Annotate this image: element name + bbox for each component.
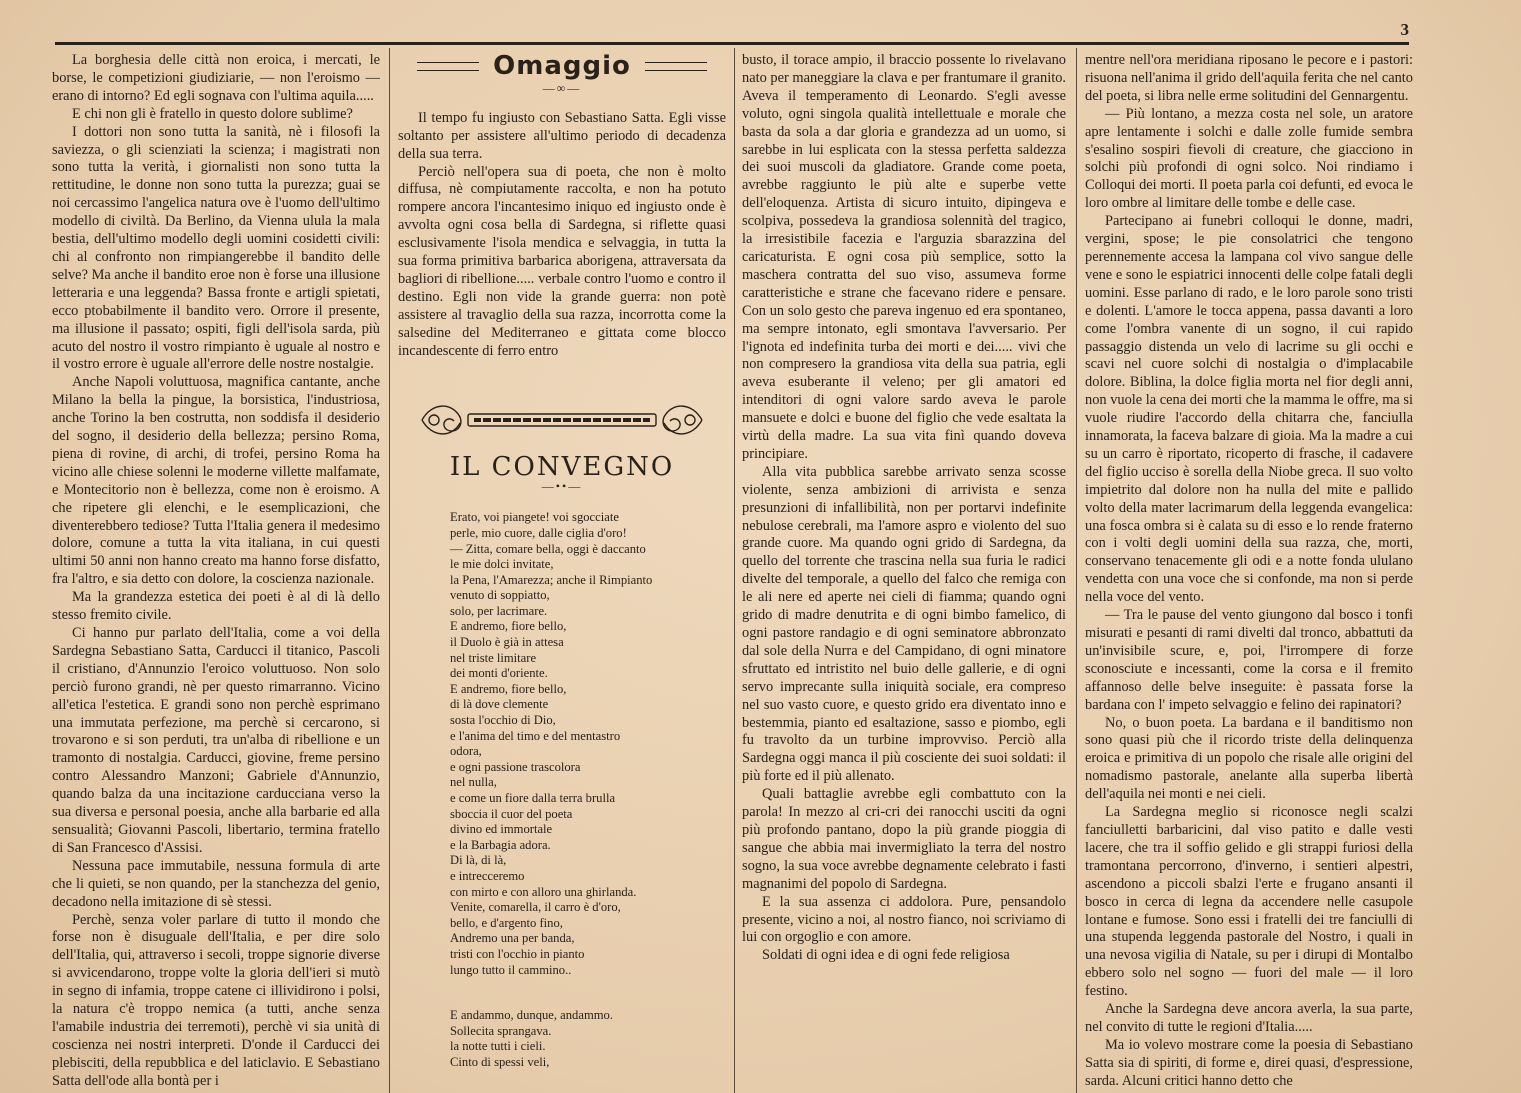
paragraph: Nessuna pace immutabile, nessuna formula di arte che li quieti, se non quando, per la stanchezza del genio, decadono nella imitazione di sè stessi. bbox=[52, 857, 380, 910]
paragraph: — Tra le pause del vento giungono dal bosco i tonfi misurati e pesanti di rami divelti dal tronco, abbattuti da un'invisibile scure, e, poi, l'irrompere di forze sconosciute e incessanti, come la corsa e il fremito affannoso delle belve inseguite: è passata forse la bardana con l' impeto selvaggio e felino dei rapinatori? bbox=[1085, 607, 1413, 713]
poem-line: e come un fiore dalla terra brulla bbox=[450, 791, 616, 805]
poem-line: e ogni passione trascolora bbox=[450, 759, 581, 774]
poem-line: di là dove clemente bbox=[450, 697, 549, 712]
poem-line: lungo tutto il cammino.. bbox=[450, 962, 572, 977]
paragraph: Soldati di ogni idea e di ogni fede religiosa bbox=[762, 947, 1010, 964]
poem-line: Di là, di là, bbox=[450, 853, 507, 868]
poem-line: Venite, comarella, il carro è d'oro, bbox=[450, 900, 621, 915]
poem-line: la notte tutti i cieli. bbox=[450, 1039, 546, 1054]
poem-line: bello, e d'argento fino, bbox=[450, 915, 563, 930]
ornament: —••— bbox=[541, 479, 583, 494]
poem-line: e intrecceremo bbox=[450, 868, 525, 883]
poem-line: Erato, voi piangete! voi sgocciate bbox=[450, 510, 619, 525]
column-divider bbox=[389, 48, 390, 1093]
section-title-omaggio bbox=[398, 52, 726, 81]
poem-line: dei monti d'oriente. bbox=[450, 666, 548, 681]
poem-line: perle, mio cuore, dalle ciglia d'oro! bbox=[450, 525, 627, 540]
paragraph: Anche Napoli voluttuosa, magnifica cantante, anche Milano la bella la pingue, la borsistica, l'industriosa, anche Torino la ben costrutta, non soddisfa il desiderio del sogno, il desiderio della bellezza; persino Roma, piena di rovine, di archi, di trofei, persino Roma ha vicino alle chiese solenni le moderne villette malfamate, e Montecitorio non è bellezza, come non è eroismo. A che ripetere gli elenchi, e le esemplicazioni, che diventerebbero tediose? Tutta l'Italia genera il medesimo dolore, comune a tutta la vita italiana, in cui questi ultimi 50 anni non hanno creato ma hanno forse disfatto, fra l'altro, e sia detto con dolore, la coscienza nazionale. bbox=[52, 374, 380, 588]
stanza-gap bbox=[450, 978, 726, 1008]
poem-line: le mie dolci invitate, bbox=[450, 557, 554, 572]
poem-line: e l'anima del timo e del mentastro bbox=[450, 728, 621, 743]
poem-line: E andremo, fiore bello, bbox=[450, 619, 567, 634]
poem-line: Andremo una per banda, bbox=[450, 931, 575, 946]
paragraph: Ma io volevo mostrare come la poesia di Sebastiano Satta sia di spiriti, di forme e, direi quasi, d'espressione, sarda. Alcuni critici hanno detto che bbox=[1085, 1036, 1413, 1089]
title-rule-right bbox=[645, 62, 707, 71]
poem-line: la Pena, l'Amarezza; anche il Rimpianto bbox=[450, 572, 653, 587]
article-column-1 bbox=[52, 52, 380, 1093]
header-rule bbox=[55, 42, 1409, 45]
paragraph: Anche la Sardegna deve ancora averla, la sua parte, nel convito di tutte le regioni d'Italia..... bbox=[1085, 1001, 1413, 1035]
ornament: —∞— bbox=[542, 80, 582, 95]
paragraph: E chi non gli è fratello in questo dolore sublime? bbox=[72, 105, 353, 122]
poem-line: Sollecita sprangava. bbox=[450, 1023, 552, 1038]
paragraph: La Sardegna meglio si riconosce negli scalzi fanciulletti barbaricini, dal viso patito e dalle vesti lacere, che tra il soffio gelido e gli strappi furiosi della tramontana percorrono, d'inverno, i sentieri alpestri, ascendono a piccoli sbalzi l'erte e frugano ansanti il bosco in cerca di legna da accendere nelle casupole lontane e fumose. Sono essi i fratelli dei tre fanciulli di una stupenda leggenda pastorale del Nostro, i quali in una nevosa vigilia di Natale, su per i dirupi di Montalbo ebbero solo nel sogno — fuori del male — il loro festino. bbox=[1085, 804, 1413, 1000]
poem-line: il Duolo è già in attesa bbox=[450, 635, 564, 650]
article-column-4 bbox=[1085, 52, 1413, 1093]
poem-line: sboccia il cuor del poeta bbox=[450, 806, 573, 821]
poem-line: Cinto di spessi veli, bbox=[450, 1054, 550, 1069]
paragraph: Alla vita pubblica sarebbe arrivato senza scosse violente, senza ambizioni di arrivista e senza presunzioni di infallibilità, non per portarvi indefinite nebulose cerebrali, ma l'amore aspro e violento del suo grande cuore. Ma quando ogni grido di Sardegna, da quello del torrente che trascina nella sua furia le radici divelte del temporale, a quello del falco che remiga con le ali nere ed aperte nei cieli di fiamma; quando ogni grido di madre denutrita e di ogni bimbo famelico, di ogni pastore randagio e di ogni seminatore abbronzato dal sole della Nurra e del Campidano, di ogni minatore sfruttato ed intristito nel buio delle gallerie, e di ogni servo imprecante sulla iniquità sociale, era compreso nel suo vasto cuore, e questo grido era diventato inno e bestemmia, pianto ed esaltazione, sasso e piombo, egli fu travolto da un turbine improvviso. Perciò alla Sardegna oggi manca il più cosciente dei suoi soldati: il più forte ed il più allenato. bbox=[742, 463, 1066, 785]
poem-line: solo, per lacrimare. bbox=[450, 603, 548, 618]
poem-line: con mirto e con alloro una ghirlanda. bbox=[450, 884, 637, 899]
poem-line: divino ed immortale bbox=[450, 822, 553, 837]
poem-line: odora, bbox=[450, 744, 482, 759]
paragraph: I dottori non sono tutta la sanità, nè i filosofi la saviezza, o gli scienziati la scienza; i magistrati non sono tutta la verità, i giornalisti non sono tutta la rettitudine, le donne non sono tutta la purezza; guai se noi cercassimo l'angelica natura ove è l'uomo dell'ultimo modello di civiltà. Da Berlino, da Vienna ulula la mala bestia, dell'ultimo modello degli uomini cosidetti civili: chi al confronto non rimpiangerebbe il bandito delle selve? Ma anche il bandito eroe non è forse una illusione letteraria e una leggenda? Bassa fronte e artigli spietati, ecco ptobabilmente il bandito vero. Orrore il presente, ma illusione il passato; ospiti, figli dell'isola sarda, più acuto del nostro il vostro rimpianto è uguale al nostro e il vostro errore è uguale all'errore delle nostre nostalgie. bbox=[52, 123, 380, 373]
paragraph: Ci hanno pur parlato dell'Italia, come a voi della Sardegna Sebastiano Satta, Carducci il titanico, Pascoli il cristiano, d'Annunzio l'eroico voluttuoso. Non solo perciò furono grandi, nè per questo rimarranno. Vicino all'etica l'estetica. E grandi sono non perchè esprimano una immutata perfezione, ma perchè si cercarono, si trovarono e si son perduti, tra un'alba di ribellione e un tramonto di nostalgia. Carducci, giovine, freme persino contro Alessandro Manzoni; Gabriele d'Annunzio, quando balza da una incitazione carducciana verso la sua diversa e personal poesia, anche alla barbarie ed alla sensualità; Giovanni Pascoli, libertario, termina fratello di San Francesco d'Assisi. bbox=[52, 625, 380, 856]
title-text: Omaggio bbox=[493, 52, 631, 81]
column-divider bbox=[1076, 48, 1077, 1093]
poem-line: nel nulla, bbox=[450, 775, 497, 790]
title-rule-left bbox=[417, 62, 479, 71]
poem-line: — Zitta, comare bella, oggi è daccanto bbox=[450, 541, 646, 556]
paragraph: No, o buon poeta. La bardana e il banditismo non sono quasi più che il ricordo triste della delinquenza eroica e primitiva di un popolo che risale alle origini del nomadismo pastorale, anelante alla superba libertà dell'aquila nei monti e nei cieli. bbox=[1085, 714, 1413, 803]
column-divider bbox=[734, 48, 735, 1093]
poem-line: E andammo, dunque, andammo. bbox=[450, 1008, 613, 1023]
paragraph: Ma la grandezza estetica dei poeti è al di là dello stesso fremito civile. bbox=[52, 589, 380, 624]
paragraph: — Più lontano, a mezza costa nel sole, un aratore apre lentamente i solchi e dalle zolle fumide sembra s'esalino sospiri fievoli di creature, che giacciono in solchi più profondi di ogni solco. Noi rindiamo i Colloqui dei morti. Il poeta parla coi defunti, ed evoca le loro ombre al limitare delle tombe e delle case. bbox=[1085, 105, 1413, 212]
poem-line: tristi con l'occhio in pianto bbox=[450, 946, 585, 961]
poem-line: nel triste limitare bbox=[450, 650, 537, 665]
poem-line: e la Barbagia adora. bbox=[450, 837, 551, 852]
poem-line: E andremo, fiore bello, bbox=[450, 681, 567, 696]
paragraph: busto, il torace ampio, il braccio possente lo rivelavano nato per maneggiare la clava e per frantumare il granito. Aveva il temperamento di Leonardo. S'egli avesse voluto, ogni singola qualità intellettuale e morale che basta da sola a dar gloria e grandezza ad un uomo, si sarebbe in lui esplicata con la stessa perfetta saldezza dei suoi muscoli da gladiatore. Grande come poeta, avrebbe raggiunto le più alte e superbe vette dell'eloquenza. Artista di sicuro intuito, dipingeva e scolpiva, possedeva la grandiosa solennità del tragico, la irresistibile facezia e l'arguzia sbarazzina del caricaturista. E ogni cosa più semplice, sotto la maschera contratta del suo viso, assumeva forme caratteristiche e strane che facevano ridere e pensare. Con un solo gesto che pareva ingenuo ed era spontaneo, ma sempre intonato, egli smontava l'avversario. Per l'ignota ed indefinita turba dei morti e dei..... vivi che non compresero la grandiosa vita della sua patria, egli aveva esuberante il veleno; per gli amatori ed intenditori di ogni valore sardo aveva le parole mansuete e dolci e buone del figlio che vede esaltata la virtù della madre. La sua vita finì quando doveva principiare. bbox=[742, 52, 1066, 462]
paragraph: E la sua assenza ci addolora. Pure, pensandolo presente, vicino a noi, al nostro fianco, noi scriviamo di lui con orgoglio e con amore. bbox=[742, 893, 1066, 946]
poem bbox=[450, 510, 726, 1070]
paragraph: Quali battaglie avrebbe egli combattuto con la parola! In mezzo al cri-cri dei ranocchi usciti da ogni più profondo pantano, dopo la più grande pioggia di sangue che abbia mai invermigliato la terra del nostro sogno, la sua voce avrebbe degnamente celebrato i fasti magnanimi del popolo di Sardegna. bbox=[742, 786, 1066, 892]
paragraph: La borghesia delle città non eroica, i mercati, le borse, le competizioni giudiziarie, — non l'eroismo — erano di intorno? Ed egli sognava con l'ultima aquila..... bbox=[52, 52, 380, 104]
page-number: 3 bbox=[1400, 20, 1409, 39]
decorative-vignette bbox=[412, 397, 712, 443]
article-column-2 bbox=[398, 52, 726, 1093]
paragraph: Il tempo fu ingiusto con Sebastiano Satta. Egli visse soltanto per assistere all'ultimo periodo di decadenza della sua terra. bbox=[398, 109, 726, 162]
paragraph: Perchè, senza voler parlare di tutto il mondo che forse non è disuguale dell'Italia, e per dire solo dell'Italia, qui, attraverso i secoli, troppe signorie diverse si avvicendarono, troppe volte la gloria dell'ieri si mutò in segno di infamia, troppe catene ci illividirono i polsi, la natura c'è troppo nemica (a tutti, anche senza l'amabile industria dei terremoti), perchè vi sia unità di coscienza nei nostri interpreti. D'onde il Carducci dei plebisciti, della repubblica e del laticlavio. E Sebastiano Satta dell'ode alla bontà per i bbox=[52, 911, 380, 1089]
section-title-convegno: IL CONVEGNO bbox=[449, 451, 675, 482]
paragraph: Partecipano ai funebri colloqui le donne, madri, vergini, spose; le pie consolatrici che tengono perennemente accesa la lampana col vivo sangue delle vene e sono le espiatrici innocenti delle colpe fatali degli uomini. Esse parlano di rado, e le loro parole sono tristi e dolenti. L'amore le tocca appena, passa davanti a loro come l'ombra vanente di un sogno, il cui rapido passaggio distenda un velo di lacrime su gli occhi e scavi nel cuore solchi di nostalgia o d'implacabile dolore. Biblina, la dolce figlia morta nel fior degli anni, non vuole la cena dei morti che la mamma le offre, ma si vuole riudire l'accordo della chitarra che, fanciulla innamorata, la faceva balzare di gioia. Ma la madre a cui su un carro è riportato, ricoperto di frasche, il cadavere del figlio ucciso è sorella della Niobe greca. Il suo volto impietrito dal dolore non ha nulla del mite e pallido volto della mater lacrimarum della leggenda evangelica: una fosca ombra si è calata su di esso e lo rende fraterno con i volti degli uomini della sua razza, che, morti, conservano tenacemente gli odi e a notte fonda ululano vendetta con una voce che si confonde, ma non si perde nella voce del vento. bbox=[1085, 213, 1413, 606]
poem-line: sosta l'occhio di Dio, bbox=[450, 713, 556, 728]
paragraph: Perciò nell'opera sua di poeta, che non è molto diffusa, nè compiutamente raccolta, e non ha potuto rompere ancora l'incantesimo iniquo ed ingiusto onde è avvolta ogni cosa bella di Sardegna, si riflette quasi esclusivamente l'isola mendica e selvaggia, in tutta la sua forma primitiva barbarica aborigena, attraversata da bagliori di ribellione..... verbale contro l'uomo e contro il destino. Egli non vide la grande guerra: non potè assistere al travaglio della sua razza, incorrotta come la salsedine del Mediterraneo e gittata come blocco incandescente di ferro entro bbox=[398, 163, 726, 359]
poem-line: venuto di soppiatto, bbox=[450, 588, 550, 603]
paragraph: mentre nell'ora meridiana riposano le pecore e i pastori: risuona nell'anima il grido dell'aquila ferita che nel canto del poeta, si libra nelle erme solitudini del Gennargentu. bbox=[1085, 52, 1413, 104]
article-column-3 bbox=[742, 52, 1066, 1093]
